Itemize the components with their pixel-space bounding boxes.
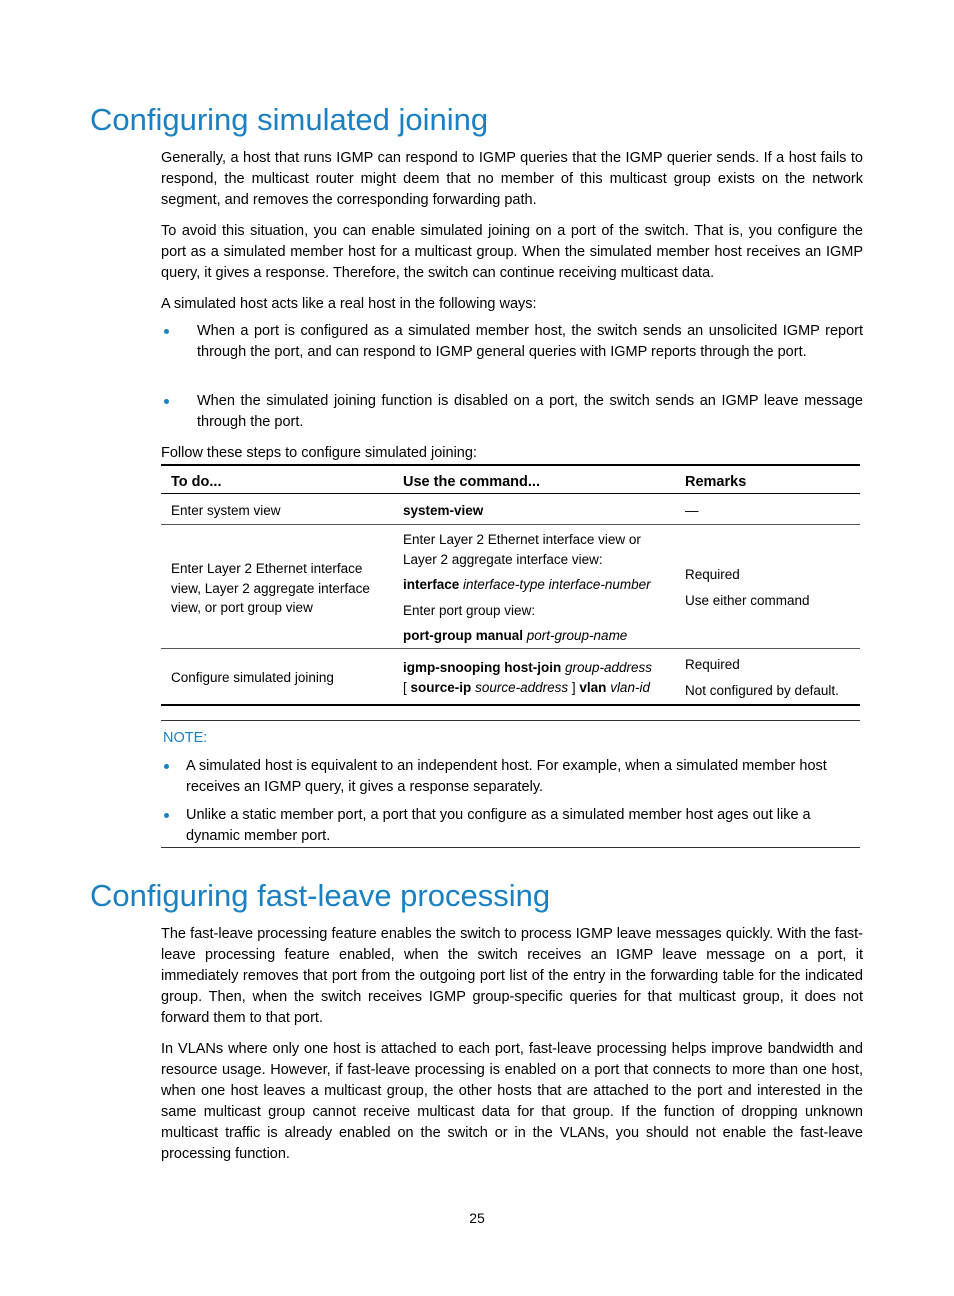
table-row-rule [161, 648, 860, 649]
command-keyword: igmp-snooping host-join [403, 660, 562, 675]
command-line [403, 658, 673, 678]
remarks-line: Use either command [685, 592, 810, 608]
paragraph: The fast-leave processing feature enables the switch to process IGMP leave messages quickly. With the fast-leave processing feature enabled, when the switch receives an IGMP leave message on a port, it immediately removes that port from the outgoing port list of the entry in the forwarding table for the indicated group. Then, when the switch receives IGMP group-specific queries for that multicast group, it does not forward them to that port. [161, 926, 863, 1026]
table-cell-command [403, 530, 668, 646]
bullet-icon [164, 764, 169, 769]
command-keyword: system-view [403, 503, 484, 518]
command-argument: port-group-name [526, 628, 628, 643]
note-label: NOTE: [163, 730, 208, 746]
list-item: When a port is configured as a simulated member host, the switch sends an unsolicited IGMP report through the port, and can respond to IGMP general queries with IGMP reports through the port. [197, 323, 863, 360]
bullet-icon [164, 813, 169, 818]
bracket: [ [403, 679, 407, 695]
table-top-rule [161, 464, 860, 466]
table-cell-command [403, 501, 483, 521]
section-title-simulated-joining: Configuring simulated joining [90, 102, 489, 137]
table-header-todo: To do... [171, 474, 222, 490]
bullet-icon [164, 329, 169, 334]
command-keyword: port-group manual [403, 628, 523, 643]
table-row-rule [161, 524, 860, 525]
command-line [403, 575, 668, 595]
table-header-command: Use the command... [403, 474, 540, 490]
table-cell-remarks [685, 565, 810, 610]
table-cell-todo: Enter system view [171, 503, 281, 518]
paragraph: To avoid this situation, you can enable simulated joining on a port of the switch. That is, you configure the port as a simulated member host for a multicast group. When the simulated member host receives an IGMP query, it gives a response. Therefore, the switch can continue receiving multicast data. [161, 223, 863, 281]
table-cell-todo: Configure simulated joining [171, 670, 334, 685]
remarks-line: Required [685, 657, 740, 672]
command-line [403, 626, 668, 646]
table-header-remarks: Remarks [685, 474, 747, 490]
table-cell-remarks [685, 655, 839, 700]
command-intro: Enter Layer 2 Ethernet interface view or Layer 2 aggregate interface view: [403, 532, 641, 567]
command-argument: vlan-id [610, 679, 650, 695]
paragraph: A simulated host acts like a real host in the following ways: [161, 296, 537, 312]
note-top-rule [161, 720, 860, 721]
note-bottom-rule [161, 847, 860, 848]
table-cell-remarks: — [685, 503, 699, 518]
paragraph: Follow these steps to configure simulated joining: [161, 445, 477, 461]
command-argument: interface-type interface-number [463, 577, 651, 592]
bracket: ] [571, 679, 576, 695]
section-title-fast-leave: Configuring fast-leave processing [90, 878, 551, 913]
command-argument: source-address [475, 679, 569, 695]
note-item: A simulated host is equivalent to an independent host. For example, when a simulated member host receives an IGMP query, it gives a response separately. [186, 758, 827, 795]
table-bottom-rule [161, 704, 860, 706]
command-keyword: source-ip [410, 679, 472, 695]
table-header-rule [161, 493, 860, 494]
command-argument: group-address [564, 660, 653, 675]
command-line [403, 678, 673, 698]
remarks-line: Not configured by default. [685, 682, 839, 698]
command-intro: Enter port group view: [403, 602, 536, 618]
command-keyword: interface [403, 577, 460, 592]
paragraph: Generally, a host that runs IGMP can respond to IGMP queries that the IGMP querier sends. If a host fails to respond, the multicast router might deem that no member of this multicast group exists on the network segment, and removes the corresponding forwarding path. [161, 150, 863, 208]
remarks-line: Required [685, 567, 740, 582]
paragraph: In VLANs where only one host is attached to each port, fast-leave processing helps improve bandwidth and resource usage. However, if fast-leave processing is enabled on a port that connects to more than one host, when one host leaves a multicast group, the other hosts that are attached to the port and interested in the same multicast group cannot receive multicast data for that group. If the function of dropping unknown multicast traffic is already enabled on the switch or in the VLANs, you should not enable the fast-leave processing function. [161, 1041, 863, 1162]
list-item: When the simulated joining function is disabled on a port, the switch sends an IGMP leave message through the port. [197, 393, 863, 430]
table-cell-todo: Enter Layer 2 Ethernet interface view, Layer 2 aggregate interface view, or port group view [171, 561, 370, 615]
command-keyword: vlan [579, 679, 607, 695]
note-item: Unlike a static member port, a port that you configure as a simulated member host ages out like a dynamic member port. [186, 807, 811, 844]
table-cell-command [403, 658, 673, 697]
page-number: 25 [469, 1210, 485, 1226]
bullet-icon [164, 399, 169, 404]
